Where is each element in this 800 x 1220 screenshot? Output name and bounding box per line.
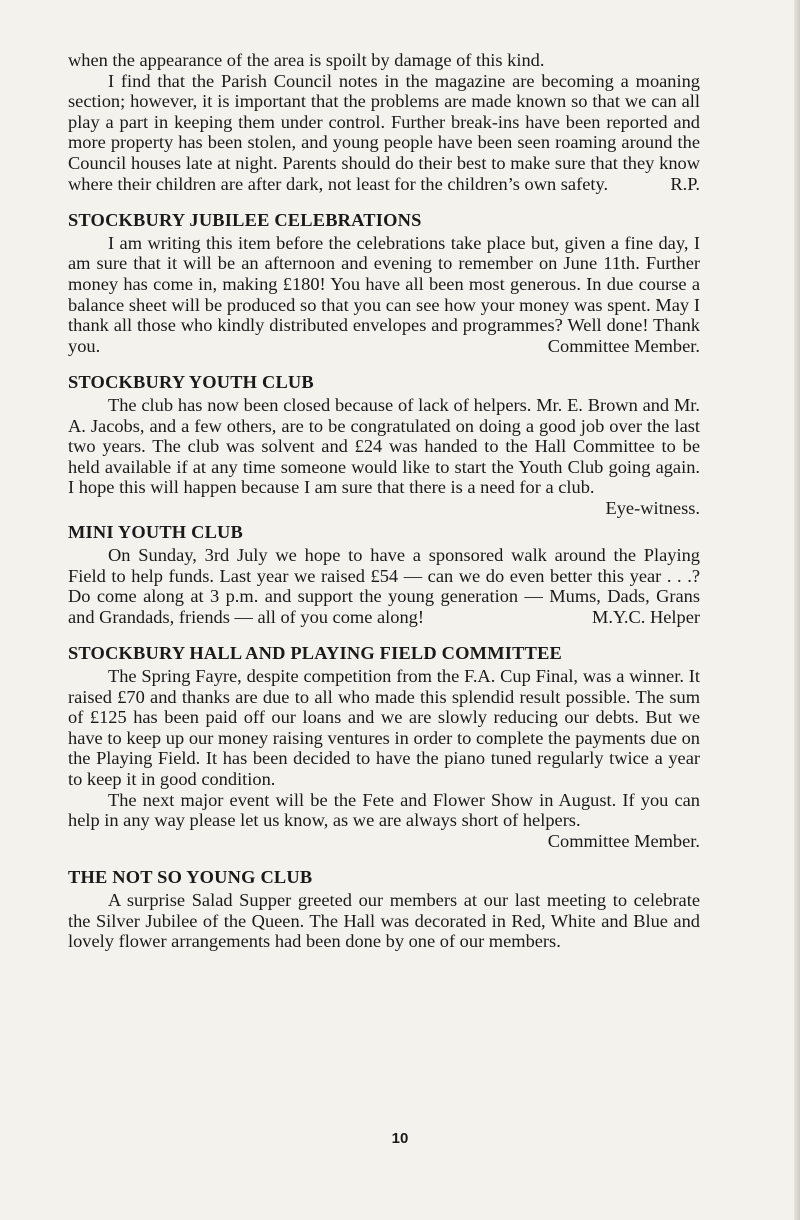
section-heading: STOCKBURY YOUTH CLUB [68, 372, 314, 393]
section-not-so-young-club [68, 867, 700, 951]
section-paragraph-text: On Sunday, 3rd July we hope to have a sponsored walk around the Playing Field to help funds. Last year we raised £54 — can we do even better this year . . .? Do come along at 3 p.m. and support the young generation — Mums, Dads, Grans and Grandads, friends — all of you come along! [68, 545, 700, 627]
section-paragraph-text: The next major event will be the Fete and Flower Show in August. If you can help in any way please let us know, as we are always short of helpers. [68, 789, 700, 831]
section-paragraph [68, 789, 700, 851]
section-paragraph: The Spring Fayre, despite competition from the F.A. Cup Final, was a winner. It raised £70 and thanks are due to all who made this splendid result possible. The sum of £125 has been paid off our loans and we are slowly reducing our debts. But we have to keep up our money raising ventures in order to complete the payments due on the Playing Field. It has been decided to have the piano tuned regularly twice a year to keep it in good condition. [68, 666, 700, 789]
section-signoff: Committee Member. [547, 830, 700, 851]
section-paragraph: A surprise Salad Supper greeted our members at our last meeting to celebrate the Silver Jubilee of the Queen. The Hall was decorated in Red, White and Blue and lovely flower arrangements had been done by one of our members. [68, 889, 700, 952]
intro-continuation: when the appearance of the area is spoilt by damage of this kind. [68, 50, 545, 70]
section-hall-committee [68, 643, 700, 851]
intro-block [68, 71, 700, 195]
section-body [68, 790, 700, 852]
page-edge-shadow [794, 0, 800, 1220]
section-body [68, 233, 700, 357]
section-body [68, 545, 700, 627]
section-signoff: M.Y.C. Helper [592, 606, 700, 627]
text-column [68, 50, 700, 952]
intro-signoff: R.P. [670, 173, 700, 194]
section-youth-club [68, 372, 700, 518]
section-paragraph: The club has now been closed because of lack of helpers. Mr. E. Brown and Mr. A. Jacobs, and a few others, are to be congratulated on doing a good job over the last two years. The club was solvent and £24 was handed to the Hall Committee to be held available if at any time someone would like to start the Youth Club going again. I hope this will happen because I am sure that there is a need for a club. [68, 394, 700, 498]
section-jubilee [68, 210, 700, 356]
section-heading: THE NOT SO YOUNG CLUB [68, 867, 313, 888]
section-heading: STOCKBURY HALL AND PLAYING FIELD COMMITTEE [68, 643, 562, 664]
section-signoff: Eye-witness. [605, 497, 700, 518]
section-heading: STOCKBURY JUBILEE CELEBRATIONS [68, 210, 422, 231]
intro-paragraph-text: I find that the Parish Council notes in the magazine are becoming a moaning section; however, it is important that the problems are made known so that we can all play a part in keeping them under control. Further break-ins have been reported and more property has been stolen, and young people have been seen roaming around the Council houses late at night. Parents should do their best to make sure that they know where their children are after dark, not least for the children’s own safety. [68, 70, 700, 194]
section-paragraph [68, 545, 700, 627]
section-paragraph [68, 233, 700, 357]
section-paragraph-text: I am writing this item before the celebrations take place but, given a fine day, I am sure that it will be an afternoon and evening to remember on June 11th. Further money has come in, making £180! You have all been most generous. In due course a balance sheet will be produced so that you can see how your money was spent. May I thank all those who kindly distributed envelopes and programmes? Well done! Thank you. [68, 232, 700, 356]
section-signoff: Committee Member. [547, 335, 700, 356]
section-heading: MINI YOUTH CLUB [68, 522, 243, 543]
page-number: 10 [391, 1130, 409, 1147]
section-mini-youth-club [68, 522, 700, 627]
intro-paragraph [68, 71, 700, 195]
